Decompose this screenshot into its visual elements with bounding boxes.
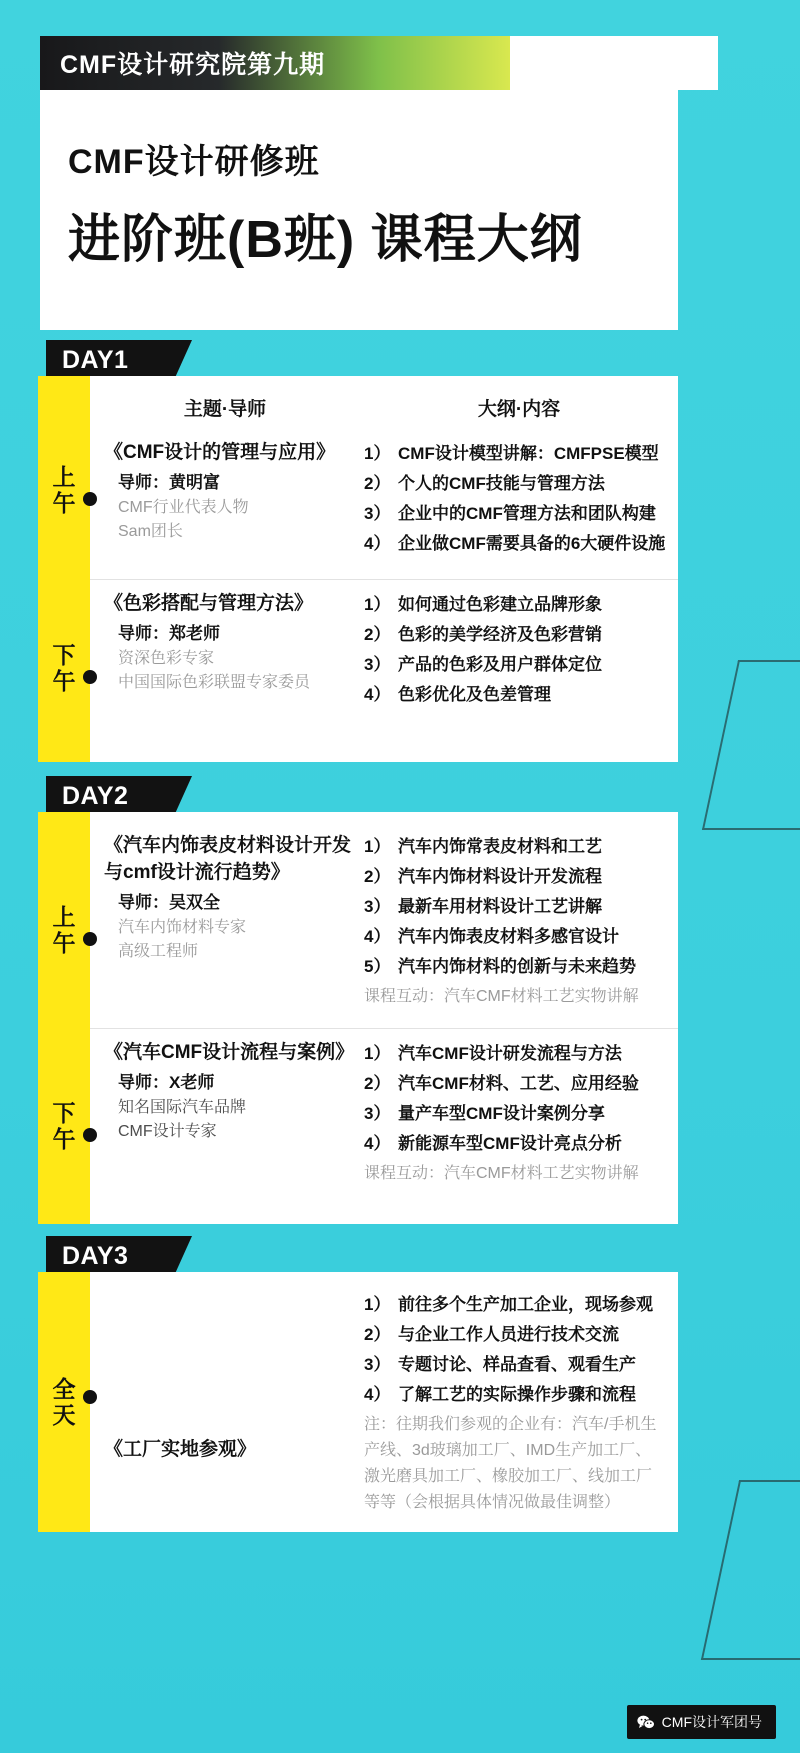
list-item xyxy=(364,650,678,680)
session-note: 注：往期我们参观的企业有：汽车/手机生产线、3d玻璃加工厂、IMD生产加工厂、激光磨具加工厂、橡胶加工厂、线加工厂等等（会根据具体情况做最佳调整） xyxy=(364,1416,657,1511)
session-info xyxy=(90,590,362,710)
session-row xyxy=(90,1028,678,1199)
header-ribbon xyxy=(40,36,718,90)
day1-period-bar xyxy=(38,376,90,762)
list-number: 2） xyxy=(364,474,391,493)
outline-list xyxy=(364,832,678,982)
list-text: 汽车内饰材料的创新与未来趋势 xyxy=(398,957,636,976)
list-text: 产品的色彩及用户群体定位 xyxy=(398,655,602,674)
list-item xyxy=(364,469,678,499)
list-text: 量产车型CMF设计案例分享 xyxy=(398,1104,605,1123)
list-text: 企业中的CMF管理方法和团队构建 xyxy=(398,504,656,523)
list-text: 专题讨论、样品查看、观看生产 xyxy=(398,1355,636,1374)
list-text: 新能源车型CMF设计亮点分析 xyxy=(398,1134,622,1153)
day3-body xyxy=(90,1272,678,1532)
column-headers xyxy=(90,376,678,421)
session-row xyxy=(90,1272,678,1528)
list-item xyxy=(364,590,678,620)
list-item xyxy=(364,1350,678,1380)
day-tab-label: DAY3 xyxy=(62,1241,129,1270)
list-number: 3） xyxy=(364,1104,391,1123)
session-meta: 高级工程师 xyxy=(118,943,199,960)
list-item xyxy=(364,620,678,650)
list-item xyxy=(364,832,678,862)
outline-list xyxy=(364,1290,678,1410)
session-meta: 汽车内饰材料专家 xyxy=(118,919,247,936)
list-item xyxy=(364,1320,678,1350)
page-title: 进阶班(B班) 课程大纲 xyxy=(68,211,583,269)
day2-body xyxy=(90,812,678,1224)
list-number: 4） xyxy=(364,1385,391,1404)
list-item xyxy=(364,439,678,469)
list-number: 4） xyxy=(364,534,391,553)
day1-body xyxy=(90,376,678,762)
day-tab-label: DAY2 xyxy=(62,781,129,810)
list-text: CMF设计模型讲解：CMFPSE模型 xyxy=(398,444,659,463)
day-tab-label: DAY1 xyxy=(62,345,129,374)
session-info xyxy=(90,1290,362,1516)
list-number: 2） xyxy=(364,867,391,886)
list-text: 了解工艺的实际操作步骤和流程 xyxy=(398,1385,636,1404)
period-label-afternoon: 下 午 xyxy=(52,642,76,694)
session-outline xyxy=(362,1290,678,1516)
list-item xyxy=(364,680,678,710)
list-item xyxy=(364,529,678,559)
footer-label: CMF设计军团号 xyxy=(661,1714,762,1730)
title-subtitle: CMF设计研修班 xyxy=(68,143,320,181)
session-topic: 《汽车内饰表皮材料设计开发与cmf设计流行趋势》 xyxy=(104,835,352,883)
session-outline xyxy=(362,439,678,559)
day3-period-bar xyxy=(38,1272,90,1532)
period-label-morning: 上 午 xyxy=(52,904,76,956)
session-meta: CMF行业代表人物 xyxy=(118,499,249,516)
outline-list xyxy=(364,439,678,559)
list-number: 1） xyxy=(364,837,391,856)
list-number: 5） xyxy=(364,957,391,976)
list-text: 色彩优化及色差管理 xyxy=(398,685,551,704)
period-label-morning: 上 午 xyxy=(52,464,76,516)
list-number: 4） xyxy=(364,1134,391,1153)
period-label-afternoon: 下 午 xyxy=(52,1100,76,1152)
session-row xyxy=(90,579,678,722)
list-number: 4） xyxy=(364,927,391,946)
list-text: 最新车用材料设计工艺讲解 xyxy=(398,897,602,916)
day3-card xyxy=(38,1272,678,1532)
list-text: 汽车内饰表皮材料多感官设计 xyxy=(398,927,619,946)
list-text: 企业做CMF需要具备的6大硬件设施 xyxy=(398,534,666,553)
session-meta: Sam团长 xyxy=(118,523,183,540)
list-number: 1） xyxy=(364,1044,391,1063)
list-item xyxy=(364,1039,678,1069)
column-header-outline: 大纲·内容 xyxy=(477,399,561,420)
list-item xyxy=(364,1129,678,1159)
wechat-icon xyxy=(637,1715,655,1730)
list-text: 色彩的美学经济及色彩营销 xyxy=(398,625,602,644)
list-item xyxy=(364,1290,678,1320)
list-text: 与企业工作人员进行技术交流 xyxy=(398,1325,619,1344)
ribbon-text: CMF设计研究院第九期 xyxy=(60,51,326,79)
list-number: 3） xyxy=(364,897,391,916)
decorative-shape-1 xyxy=(702,660,800,830)
ribbon-gradient xyxy=(40,36,510,90)
list-item xyxy=(364,499,678,529)
outline-list xyxy=(364,590,678,710)
session-meta: 知名国际汽车品牌 xyxy=(118,1099,247,1116)
session-topic: 《CMF设计的管理与应用》 xyxy=(104,442,336,463)
list-item xyxy=(364,1380,678,1410)
list-item xyxy=(364,1069,678,1099)
title-card xyxy=(40,90,678,330)
list-text: 汽车CMF材料、工艺、应用经验 xyxy=(398,1074,639,1093)
session-meta: 资深色彩专家 xyxy=(118,650,215,667)
list-text: 前往多个生产加工企业，现场参观 xyxy=(398,1295,653,1314)
session-note: 课程互动：汽车CMF材料工艺实物讲解 xyxy=(364,988,639,1005)
session-info xyxy=(90,1039,362,1187)
column-header-topic: 主题·导师 xyxy=(183,399,267,420)
list-item xyxy=(364,892,678,922)
list-number: 2） xyxy=(364,1074,391,1093)
session-note: 课程互动：汽车CMF材料工艺实物讲解 xyxy=(364,1165,639,1182)
decorative-shape-2 xyxy=(701,1480,800,1660)
list-item xyxy=(364,1099,678,1129)
session-topic: 《色彩搭配与管理方法》 xyxy=(104,593,314,614)
session-row xyxy=(90,421,678,571)
session-row xyxy=(90,812,678,1022)
list-number: 1） xyxy=(364,595,391,614)
session-teacher: 导师：吴双全 xyxy=(118,893,220,912)
session-outline xyxy=(362,832,678,1010)
outline-list xyxy=(364,1039,678,1159)
session-topic: 《汽车CMF设计流程与案例》 xyxy=(104,1042,355,1063)
day-tab-3 xyxy=(46,1236,174,1276)
list-item xyxy=(364,952,678,982)
list-number: 4） xyxy=(364,685,391,704)
list-text: 汽车内饰材料设计开发流程 xyxy=(398,867,602,886)
period-label-allday: 全 天 xyxy=(52,1376,76,1428)
footer-badge[interactable] xyxy=(627,1705,776,1739)
list-text: 汽车内饰常表皮材料和工艺 xyxy=(398,837,602,856)
session-topic: 《工厂实地参观》 xyxy=(104,1438,257,1460)
list-item xyxy=(364,862,678,892)
list-number: 1） xyxy=(364,1295,391,1314)
session-meta: CMF设计专家 xyxy=(118,1123,217,1140)
session-teacher: 导师：郑老师 xyxy=(118,624,220,643)
list-number: 3） xyxy=(364,504,391,523)
list-number: 2） xyxy=(364,625,391,644)
session-info xyxy=(90,439,362,559)
session-outline xyxy=(362,1039,678,1187)
list-number: 3） xyxy=(364,655,391,674)
session-info xyxy=(90,832,362,1010)
session-meta: 中国国际色彩联盟专家委员 xyxy=(118,674,311,691)
list-number: 2） xyxy=(364,1325,391,1344)
day-tab-2 xyxy=(46,776,174,816)
day2-period-bar xyxy=(38,812,90,1224)
list-text: 个人的CMF技能与管理方法 xyxy=(398,474,605,493)
list-text: 如何通过色彩建立品牌形象 xyxy=(398,595,602,614)
list-number: 3） xyxy=(364,1355,391,1374)
day-tab-1 xyxy=(46,340,174,380)
day2-card xyxy=(38,812,678,1224)
day1-card xyxy=(38,376,678,762)
session-outline xyxy=(362,590,678,710)
list-number: 1） xyxy=(364,444,391,463)
list-text: 汽车CMF设计研发流程与方法 xyxy=(398,1044,622,1063)
session-teacher: 导师：黄明富 xyxy=(118,473,220,492)
session-teacher: 导师：X老师 xyxy=(118,1073,215,1092)
list-item xyxy=(364,922,678,952)
